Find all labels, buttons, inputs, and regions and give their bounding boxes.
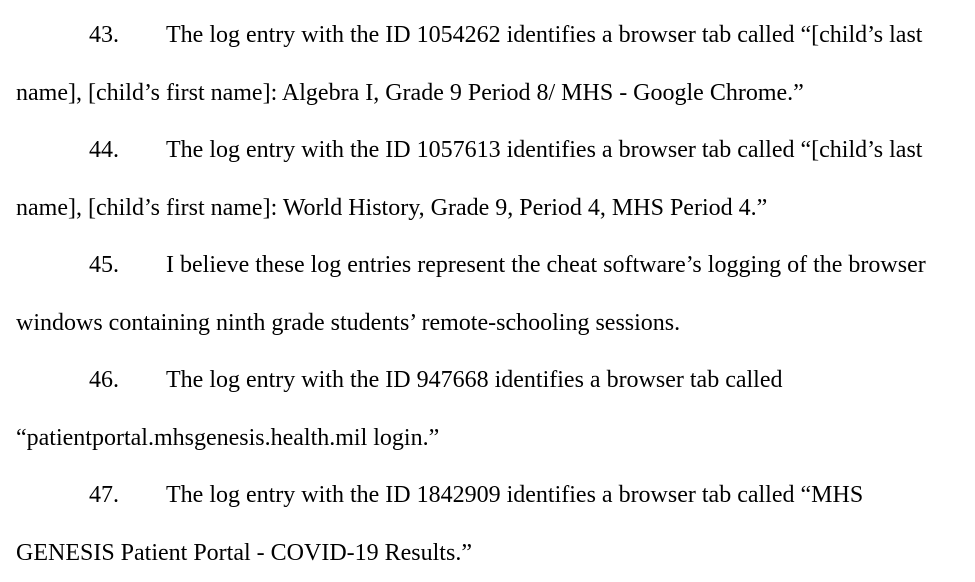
paragraph-line-2: GENESIS Patient Portal - COVID-19 Results.” xyxy=(16,540,472,566)
paragraph-line-1: The log entry with the ID 1842909 identifies a browser tab called “MHS xyxy=(166,482,864,508)
paragraph-line-2: “patientportal.mhsgenesis.health.mil login.” xyxy=(16,425,440,451)
paragraph-line-2: name], [child’s first name]: World History, Grade 9, Period 4, MHS Period 4.” xyxy=(16,195,768,221)
paragraph-line-1: The log entry with the ID 1057613 identifies a browser tab called “[child’s last xyxy=(166,137,923,163)
paragraph-line-1: The log entry with the ID 1054262 identifies a browser tab called “[child’s last xyxy=(166,22,923,48)
paragraph-line-1: I believe these log entries represent the cheat software’s logging of the browser xyxy=(166,252,926,278)
paragraph-number: 45. xyxy=(89,252,119,278)
paragraph-number: 46. xyxy=(89,367,119,393)
paragraph-number: 44. xyxy=(89,137,119,163)
paragraph-number: 47. xyxy=(89,482,119,508)
paragraph-number: 43. xyxy=(89,22,119,48)
paragraph-line-1: The log entry with the ID 947668 identifies a browser tab called xyxy=(166,367,783,393)
paragraph-line-2: windows containing ninth grade students’ remote-schooling sessions. xyxy=(16,310,681,336)
paragraph-line-2: name], [child’s first name]: Algebra I, Grade 9 Period 8/ MHS - Google Chrome.” xyxy=(16,80,804,106)
